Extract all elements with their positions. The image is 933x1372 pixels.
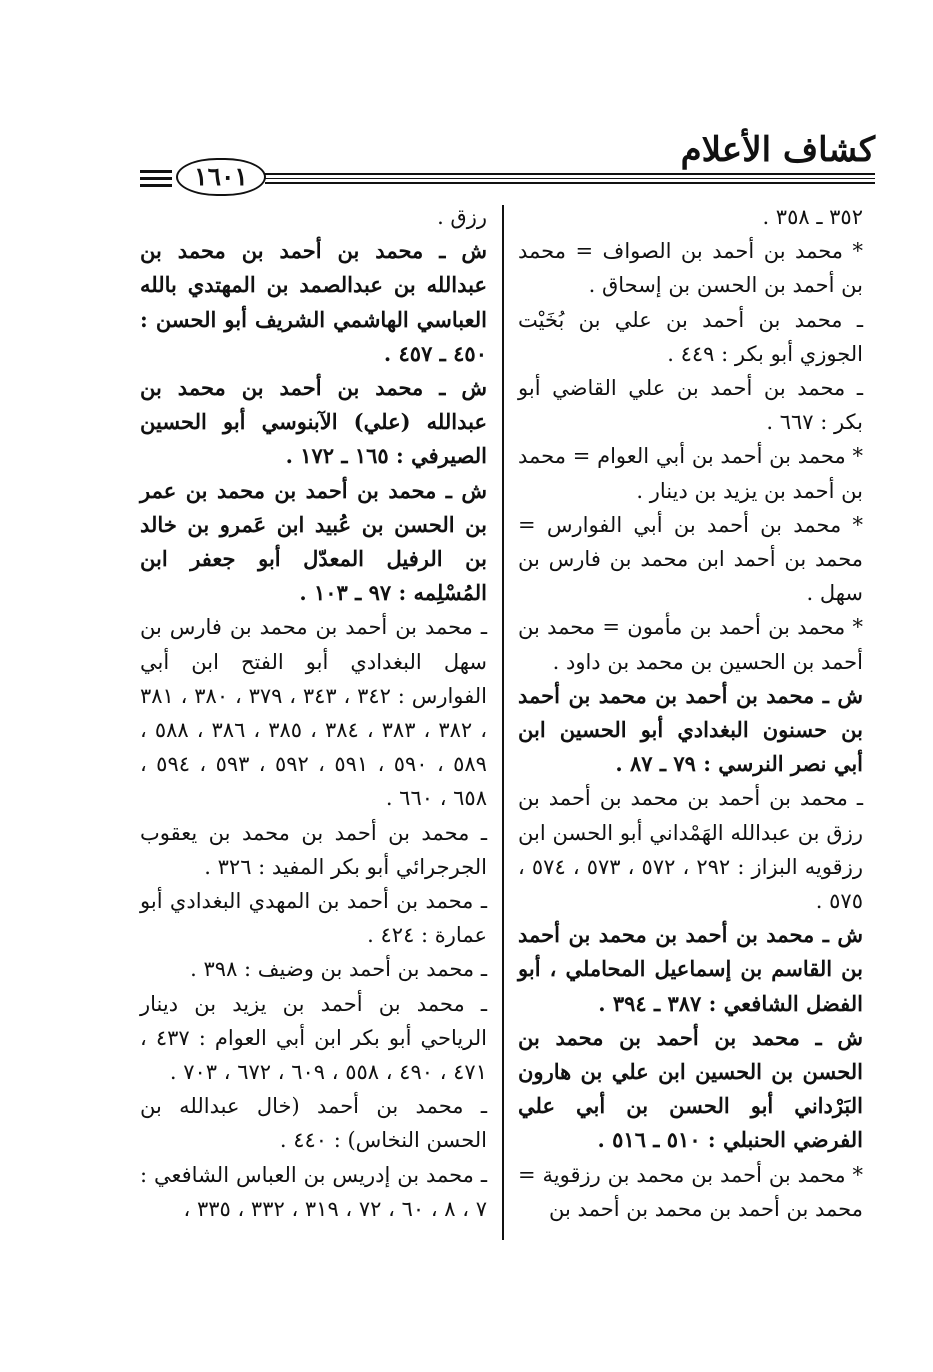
right-column xyxy=(518,200,863,1226)
index-entry-sheikh: ش ـ محمد بن أحمد بن محمد بن عبدالله بن عبدالصمد بن المهتدي بالله العباسي الهاشمي الشريف أبو الحسن : ٤٥٠ ـ ٤٥٧ . xyxy=(140,238,487,366)
index-entry-sheikh: ش ـ محمد بن أحمد بن محمد بن أحمد بن القاسم بن إسماعيل المحاملي ، أبو الفضل الشافعي : ٣٨٧ ـ ٣٩٤ . xyxy=(518,922,863,1016)
header-stub-rule-1 xyxy=(140,170,172,173)
index-entry: * محمد بن أحمد بن مأمون = محمد بن أحمد بن الحسين بن محمد بن داود . xyxy=(518,615,863,674)
index-entry: رزق . xyxy=(437,205,487,229)
index-entry-sheikh: ش ـ محمد بن أحمد بن محمد بن الحسن بن الحسين ابن علي بن هارون البَرْداني أبو الحسن بن أبي علي الفرضي الحنبلي : ٥١٠ ـ ٥١٦ . xyxy=(518,1024,863,1153)
index-entry: ـ محمد بن إدريس بن العباس الشافعي : ٧ ، ٨ ، ٦٠ ، ٧٢ ، ٣١٩ ، ٣٣٢ ، ٣٣٥ ، xyxy=(140,1162,487,1221)
header-rule-middle xyxy=(265,178,875,179)
index-entry: ـ محمد بن أحمد بن علي القاضي أبو بكر : ٦٦٧ . xyxy=(518,376,863,435)
header-rule-bottom xyxy=(265,182,875,184)
index-entry: * محمد بن أحمد بن محمد بن رزقوية = محمد بن أحمد بن محمد بن أحمد بن xyxy=(518,1162,863,1221)
page-number: ١٦٠١ xyxy=(176,158,266,196)
index-entry: ـ محمد بن أحمد (خال عبدالله بن الحسن النخاس) : ٤٤٠ . xyxy=(140,1094,487,1153)
index-entry-sheikh: ش ـ محمد بن أحمد بن محمد بن أحمد بن حسنون البغدادي أبو الحسين ابن أبي نصر النرسي : ٧٩ ـ ٨٧ . xyxy=(518,682,863,777)
column-divider xyxy=(502,205,504,1240)
index-entry: * محمد بن أحمد بن أبي العوام = محمد بن أحمد بن يزيد بن دينار . xyxy=(518,444,863,503)
index-entry: ـ محمد بن أحمد بن محمد بن فارس بن سهل البغدادي أبو الفتح ابن أبي الفوارس : ٣٤٢ ، ٣٤٣ ، ٣٧٩ ، ٣٨٠ ، ٣٨١ ، ٣٨٢ ، ٣٨٣ ، ٣٨٤ ، ٣٨٥ ، ٣٨٦ ، ٥٨٨ ، ٥٨٩ ، ٥٩٠ ، ٥٩١ ، ٥٩٢ ، ٥٩٣ ، ٥٩٤ ، ٦٥٨ ، ٦٦٠ . xyxy=(140,615,488,811)
header-stub-rule-3 xyxy=(140,184,172,187)
left-column xyxy=(140,200,487,1226)
index-entry: ـ محمد بن أحمد بن المهدي البغدادي أبو عمارة : ٤٢٤ . xyxy=(140,889,487,948)
index-entry: ٣٥٢ ـ ٣٥٨ . xyxy=(762,205,863,229)
index-entry-sheikh: ش ـ محمد بن أحمد بن محمد بن عبدالله (علي) الآبنوسي أبو الحسين الصيرفي : ١٦٥ ـ ١٧٢ . xyxy=(140,375,487,469)
index-entry-sheikh: ش ـ محمد بن أحمد بن محمد بن عمر بن الحسن بن عُبيد ابن عَمرو بن خالد بن الرفيل المعدّل أبو جعفر ابن المُسْلِمه : ٩٧ ـ ١٠٣ . xyxy=(140,477,487,606)
index-entry: * محمد بن أحمد بن الصواف = محمد بن أحمد بن الحسن بن إسحاق . xyxy=(518,239,863,298)
index-entry: ـ محمد بن أحمد بن محمد بن أحمد بن رزق بن عبدالله الهَمْداني أبو الحسن ابن رزقويه البزاز : ٢٩٢ ، ٥٧٢ ، ٥٧٣ ، ٥٧٤ ، ٥٧٥ . xyxy=(518,786,863,914)
index-entry: ـ محمد بن أحمد بن محمد بن يعقوب الجرجرائي أبو بكر المفيد : ٣٢٦ . xyxy=(140,820,487,879)
running-title: كشاف الأعلام xyxy=(680,130,875,170)
index-entry: ـ محمد بن أحمد بن علي بن بُخَيْت الجوزي أبو بكر : ٤٤٩ . xyxy=(518,307,863,366)
header-stub-rule-2 xyxy=(140,177,172,180)
header-rule-top xyxy=(265,173,875,175)
index-entry: * محمد بن أحمد بن أبي الفوارس = محمد بن أحمد ابن محمد بن فارس بن سهل . xyxy=(518,512,863,606)
page-header xyxy=(140,128,875,190)
index-entry: ـ محمد بن أحمد بن يزيد بن دينار الرياحي أبو بكر ابن أبي العوام : ٤٣٧ ، ٤٧١ ، ٤٩٠ ، ٥٥٨ ، ٦٠٩ ، ٦٧٢ ، ٧٠٣ . xyxy=(140,991,488,1085)
index-entry: ـ محمد بن أحمد بن وضيف : ٣٩٨ . xyxy=(190,957,487,982)
